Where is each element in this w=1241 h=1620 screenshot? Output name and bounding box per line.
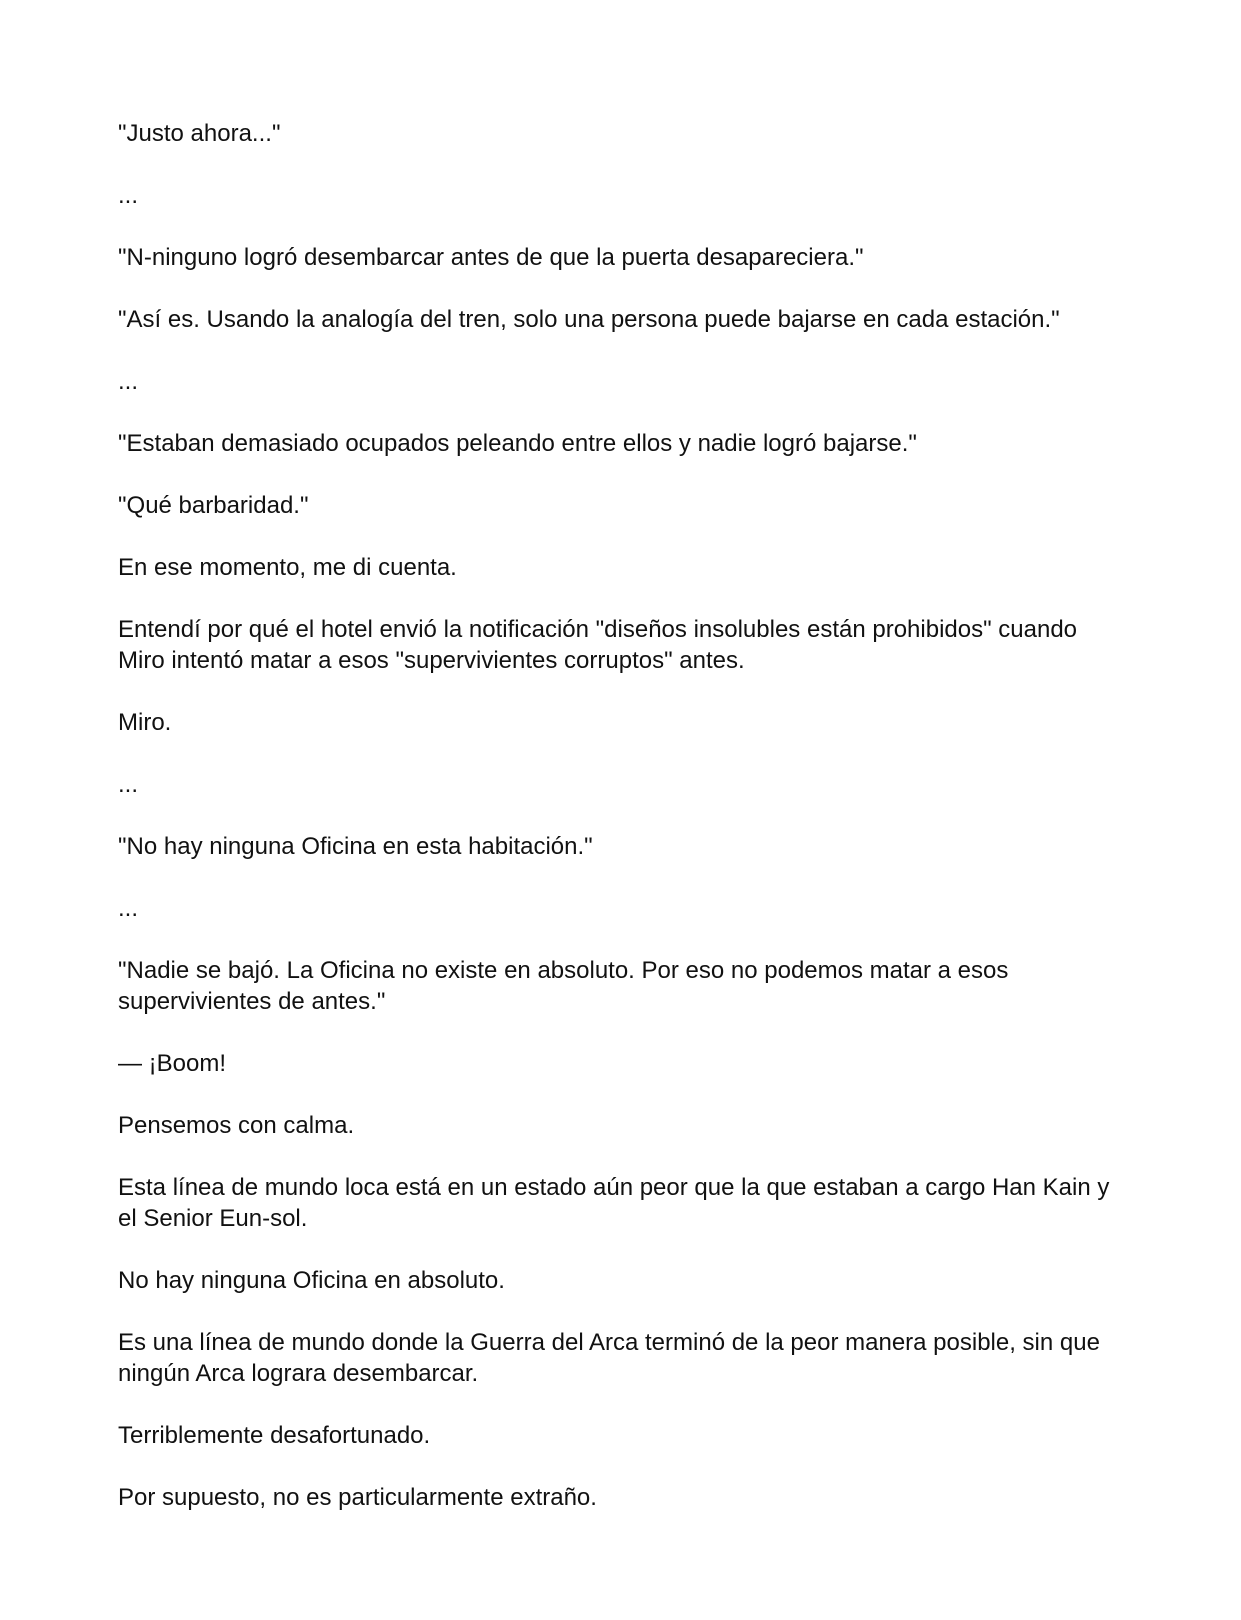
paragraph: "No hay ninguna Oficina en esta habitación.": [118, 833, 593, 860]
paragraph: "Estaban demasiado ocupados peleando entre ellos y nadie logró bajarse.": [118, 430, 917, 457]
paragraph: "Qué barbaridad.": [118, 492, 309, 519]
paragraph: ...: [118, 895, 139, 922]
paragraph: En ese momento, me di cuenta.: [118, 554, 457, 581]
paragraph: — ¡Boom!: [118, 1050, 227, 1077]
paragraph: ...: [118, 368, 139, 395]
paragraph: Pensemos con calma.: [118, 1112, 355, 1139]
paragraph: Esta línea de mundo loca está en un estado aún peor que la que estaban a cargo Han Kain y el Senior Eun-sol.: [118, 1174, 1110, 1232]
paragraph: "Así es. Usando la analogía del tren, solo una persona puede bajarse en cada estación.": [118, 306, 1060, 333]
document-body: [118, 118, 1118, 1544]
paragraph: No hay ninguna Oficina en absoluto.: [118, 1267, 505, 1294]
paragraph: "Nadie se bajó. La Oficina no existe en absoluto. Por eso no podemos matar a esos supervivientes de antes.": [118, 957, 1009, 1015]
paragraph: ...: [118, 771, 139, 798]
paragraph: "Justo ahora...": [118, 120, 281, 147]
paragraph: Terriblemente desafortunado.: [118, 1422, 431, 1449]
paragraph: "N-ninguno logró desembarcar antes de que la puerta desapareciera.": [118, 244, 864, 271]
paragraph: Miro.: [118, 709, 172, 736]
paragraph: Por supuesto, no es particularmente extraño.: [118, 1484, 597, 1511]
paragraph: ...: [118, 182, 139, 209]
paragraph: Entendí por qué el hotel envió la notificación "diseños insolubles están prohibidos" cuando Miro intentó matar a esos "supervivientes corruptos" antes.: [118, 616, 1078, 674]
paragraph: Es una línea de mundo donde la Guerra del Arca terminó de la peor manera posible, sin que ningún Arca lograra desembarcar.: [118, 1329, 1100, 1387]
